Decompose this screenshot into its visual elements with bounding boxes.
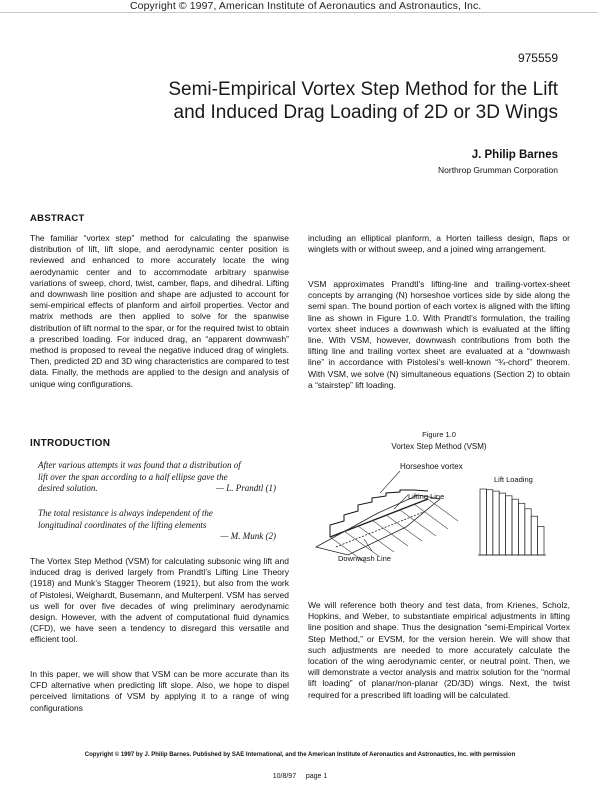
loading-bars xyxy=(480,489,544,555)
intro-para1-text: The Vortex Step Method (VSM) for calculating subsonic wing lift and induced drag is derived largely from Prandtl’s Lifting Line Theory (1918) and Munk’s Stagger Theorem (1921), but also from the work of Pistolesi, Weighardt, Busemann, and Multerpenl. VSM has served us well for over five decades of wing preliminary aerodynamic design. However, with the advent of computational fluid dynamics (CFD), we have seen a tendency to disregard this versatile and efficient tool. xyxy=(30,556,289,645)
paper-number: 975559 xyxy=(517,51,558,65)
right-para2-text: VSM approximates Prandtl’s lifting-line and trailing-vortex-sheet concepts by arranging (N) horseshoe vortices side by side along the semi span. The bound portion of each vortex is aligned with the lifting line as shown in Figure 1.0. With Prandtl’s formulation, the trailing vortex sheet induces a downwash which is evaluated at the lifting line. With VSM, however, downwash contributions from both the lifting line and trailing vortex sheet are evaluated at a “downwash line” in accordance with Pistolesi’s well-known “¾-chord” theorem. With VSM, we solve (N) simultaneous equations (Section 2) to obtain a “stairstep” lift loading. xyxy=(308,279,570,390)
right-paragraph-1 xyxy=(308,233,570,255)
right-para3-text: We will reference both theory and test data, from Krienes, Scholz, Hopkins, and Weber, to substantiate empirical adjustments in lifting line position and shape. Thus the designation “semi-Empirical Vortex Step Method,” or EVSM, for the version herein. We will show that such adjustments are needed to more accurately calculate the location of the wing aerodynamic center, or neutral point. Then, we will demonstrate a vector analysis and matrix solution for the “normal lift loading” of planar/non-planar (2D/3D) wings. Next, the twist required for a prescribed lift loading will be calculated. xyxy=(308,600,570,700)
right-paragraph-3 xyxy=(308,600,570,701)
title-line-1: Semi-Empirical Vortex Step Method for the Lift xyxy=(168,79,558,100)
loading-bar xyxy=(486,490,492,555)
right-paragraph-2 xyxy=(308,279,570,391)
munk-quote xyxy=(38,508,282,543)
banner-divider xyxy=(0,12,598,13)
footer-copyright: Copyright © 1997 by J. Philip Barnes. Published by SAE International, and the American Institute of Aeronautics and Astronautics, Inc. with permission xyxy=(84,752,516,758)
abstract-heading: ABSTRACT xyxy=(30,213,85,224)
lifting-line-label: Lifting Line xyxy=(408,492,445,501)
figure-title: Vortex Step Method (VSM) xyxy=(391,442,487,451)
footer-date: 10/8/97 xyxy=(272,773,297,780)
footer-page-number: page 1 xyxy=(305,773,328,780)
loading-bar xyxy=(531,516,537,555)
title-line-2: and Induced Drag Loading of 2D or 3D Wings xyxy=(173,102,558,123)
quote1-line3: desired solution. xyxy=(38,483,98,493)
quote2-line2: longitudinal coordinates of the lifting elements xyxy=(38,519,207,530)
horseshoe-label: Horseshoe vortex xyxy=(400,462,463,471)
quote1-line1: After various attempts it was found that a distribution of xyxy=(38,460,241,470)
quote2-attribution: — M. Munk (2) xyxy=(220,531,276,541)
wing-outline xyxy=(316,495,440,555)
loading-bar xyxy=(512,499,518,555)
intro-para2-text: In this paper, we will show that VSM can be more accurate than its CFD alternative when predicting lift slope. Also, we hope to dispel perceived limitations of VSM by applying it to a range of wing configurations xyxy=(30,669,289,713)
vsm-figure xyxy=(308,455,570,570)
author-name: J. Philip Barnes xyxy=(471,149,558,161)
horseshoe-leader xyxy=(380,471,400,493)
quote1-attribution: — L. Prandtl (1) xyxy=(215,483,276,493)
author-affiliation: Northrop Grumman Corporation xyxy=(438,165,558,175)
loading-bar xyxy=(499,493,505,555)
loading-bar xyxy=(518,503,524,555)
loading-bar xyxy=(525,509,531,555)
loading-bar xyxy=(506,496,512,555)
loading-bar xyxy=(493,491,499,555)
abstract-body xyxy=(30,233,289,390)
paper-title xyxy=(78,78,558,124)
downwash-leader xyxy=(364,539,372,551)
copyright-banner: Copyright © 1997, American Institute of Aeronautics and Astronautics, Inc. xyxy=(130,0,482,12)
quote2-line1: The total resistance is always independent of the xyxy=(38,508,213,518)
lift-loading-label: Lift Loading xyxy=(494,475,533,484)
intro-paragraph-2 xyxy=(30,669,289,714)
downwash-line-label: Downwash Line xyxy=(338,554,391,563)
intro-paragraph-1 xyxy=(30,556,289,646)
footer-page-line xyxy=(0,773,600,780)
prandtl-quote xyxy=(38,460,282,495)
loading-bar xyxy=(538,526,544,555)
loading-bar xyxy=(480,489,486,555)
right-para1-text: including an elliptical planform, a Horten tailless design, flaps or winglets with or without sweep, and a joined wing arrangement. xyxy=(308,233,570,255)
quote1-line2: lift over the span according to a half ellipse gave the xyxy=(38,471,228,482)
figure-number: Figure 1.0 xyxy=(422,430,456,439)
introduction-heading: INTRODUCTION xyxy=(30,438,111,449)
abstract-text: The familiar “vortex step” method for calculating the spanwise distribution of lift, lift slope, and aerodynamic center position is reviewed and enhanced to more accurately locate the wing aerodynamic center and to accommodate arbitrary spanwise variations of sweep, chord, twist, camber, flaps, and dihedral. Lifting and downwash line position and shape are adjusted to account for semi-empirical effects of planform and airfoil properties. Vector and matrix methods are then applied to solve for the spanwise distribution of lift normal to the spar, or for the required twist to obtain a prescribed loading. For induced drag, an “apparent downwash” method is proposed to reveal the negative induced drag of winglets. Then, predicted 2D and 3D wing characteristics are compared to test data. Finally, the methods are applied to the design and analysis of unique wing configurations. xyxy=(30,233,289,389)
